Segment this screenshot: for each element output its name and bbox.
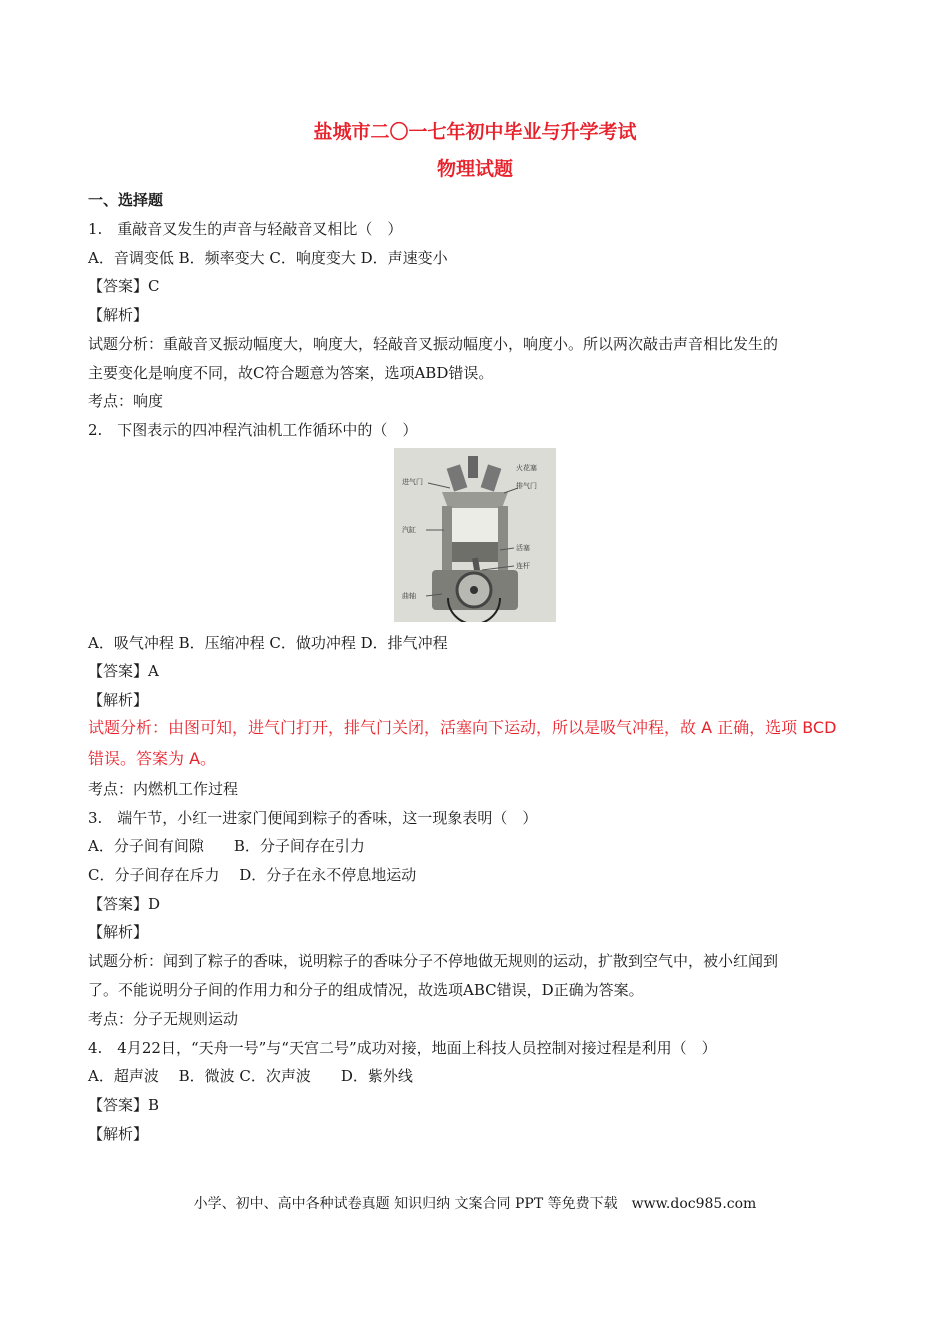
page-subtitle: 物理试题	[436, 158, 513, 180]
q2-analysis-heading: 【解析】	[88, 691, 149, 709]
q3-stem: 3. 端午节，小红一进家门便闻到粽子的香味，这一现象表明（ ）	[88, 809, 538, 827]
q2-options: A．吸气冲程 B．压缩冲程 C．做功冲程 D．排气冲程	[88, 634, 448, 652]
q3-analysis-line2: 了。不能说明分子间的作用力和分子的组成情况，故选项ABC错误，D正确为答案。	[88, 981, 644, 999]
label-exhaust-valve: 排气门	[516, 482, 537, 490]
page-footer: 小学、初中、高中各种试卷真题 知识归纳 文案合同 PPT 等免费下载 www.doc985.com	[193, 1196, 757, 1212]
q2-answer: 【答案】A	[88, 662, 159, 680]
q1-answer: 【答案】C	[88, 277, 160, 295]
q4-analysis-heading: 【解析】	[88, 1125, 149, 1143]
section-heading: 一、选择题	[88, 191, 164, 209]
q4-answer: 【答案】B	[88, 1096, 160, 1114]
q1-analysis-line1: 试题分析：重敲音叉振动幅度大，响度大，轻敲音叉振动幅度小，响度小。所以两次敲击声音相比发生的	[88, 335, 779, 353]
q2-stem: 2. 下图表示的四冲程汽油机工作循环中的（ ）	[88, 421, 418, 439]
q1-analysis-heading: 【解析】	[88, 306, 149, 324]
label-cylinder: 汽缸	[402, 526, 416, 534]
q3-answer: 【答案】D	[88, 895, 161, 913]
label-spark-plug: 火花塞	[516, 464, 537, 472]
label-connecting-rod: 连杆	[516, 562, 530, 570]
q3-options-ab: A．分子间有间隙 B．分子间存在引力	[88, 837, 365, 855]
q2-keypoint: 考点：内燃机工作过程	[88, 780, 239, 798]
label-crankshaft: 曲轴	[402, 592, 416, 600]
q2-analysis-line1: 试题分析：由图可知，进气门打开，排气门关闭，活塞向下运动，所以是吸气冲程，故 A 正确，选项 BCD	[88, 718, 837, 737]
q4-stem: 4. 4月22日，“天舟一号”与“天宫二号”成功对接，地面上科技人员控制对接过程是利用（ ）	[88, 1039, 717, 1057]
q4-options: A．超声波 B．微波 C．次声波 D．紫外线	[88, 1067, 413, 1085]
engine-diagram	[394, 448, 556, 622]
q1-analysis-line2: 主要变化是响度不同，故C符合题意为答案，选项ABD错误。	[88, 364, 494, 382]
page-title: 盐城市二〇一七年初中毕业与升学考试	[313, 121, 637, 143]
q3-analysis-heading: 【解析】	[88, 923, 149, 941]
q1-keypoint: 考点：响度	[88, 392, 164, 410]
q3-keypoint: 考点：分子无规则运动	[88, 1010, 239, 1028]
label-intake-valve: 进气门	[402, 478, 423, 486]
q2-analysis-line2: 错误。答案为 A。	[88, 749, 217, 768]
label-piston: 活塞	[516, 544, 530, 552]
q3-options-cd: C．分子间存在斥力 D．分子在永不停息地运动	[88, 866, 417, 884]
q1-stem: 1. 重敲音叉发生的声音与轻敲音叉相比（ ）	[88, 220, 403, 238]
q1-options: A．音调变低 B．频率变大 C．响度变大 D．声速变小	[88, 249, 448, 267]
q3-analysis-line1: 试题分析：闻到了粽子的香味，说明粽子的香味分子不停地做无规则的运动，扩散到空气中，被小红闻到	[88, 952, 779, 970]
